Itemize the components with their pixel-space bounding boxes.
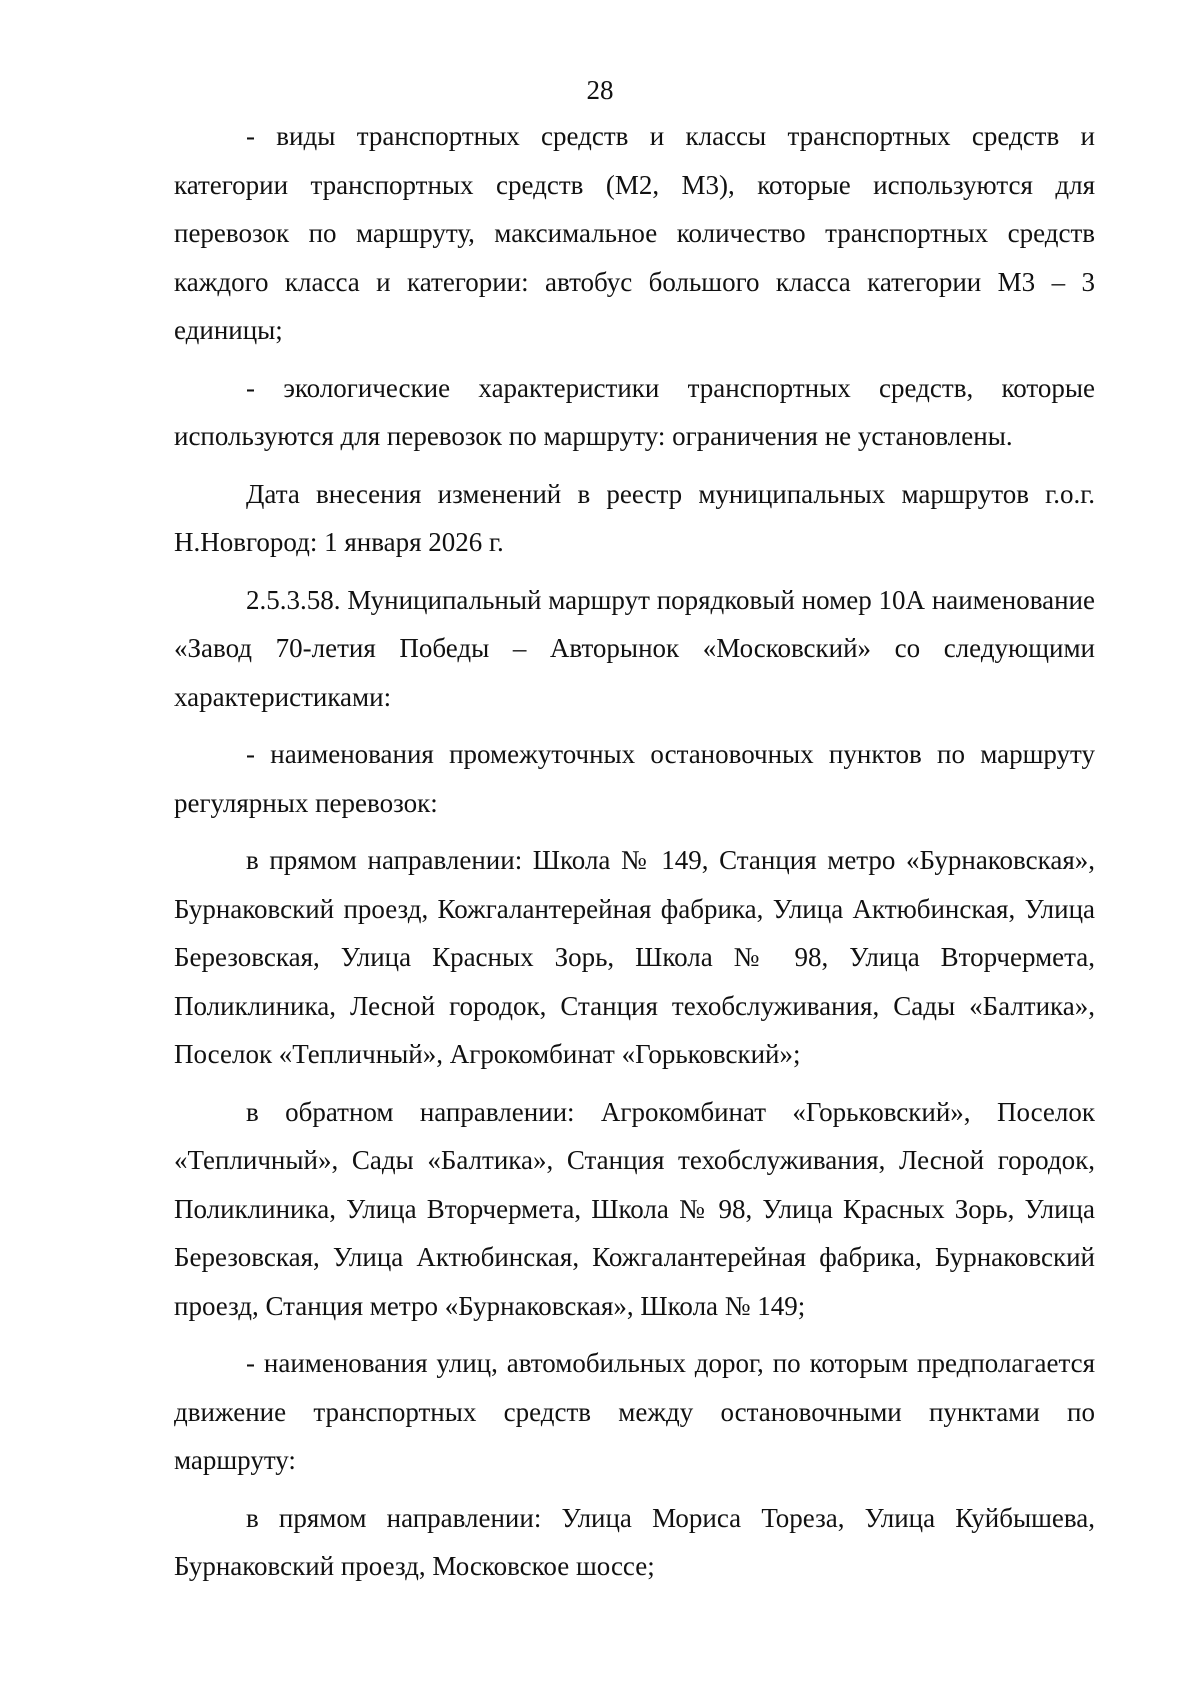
paragraph-route-heading: 2.5.3.58. Муниципальный маршрут порядковый номер 10А наименование «Завод 70-летия Победы – Авторынок «Московский» со следующими характеристиками: [174,584,1095,712]
paragraph-stops-forward: в прямом направлении: Школа № 149, Станция метро «Бурнаковская», Бурнаковский проезд, Кожгалантерейная фабрика, Улица Актюбинская, Улица Березовская, Улица Красных Зорь, Школа № 98, Улица Вторчермета, Поликлиника, Лесной городок, Станция техобслуживания, Сады «Балтика», Поселок «Тепличный», Агрокомбинат «Горьковский»; [174,845,1095,1069]
paragraph-streets-intro: - наименования улиц, автомобильных дорог, по которым предполагается движение транспортных средств между остановочными пунктами по маршруту: [174,1348,1095,1475]
paragraph-stops-reverse: в обратном направлении: Агрокомбинат «Горьковский», Поселок «Тепличный», Сады «Балтика», Станция техобслуживания, Лесной городок, Поликлиника, Улица Вторчермета, Школа № 98, Улица Красных Зорь, Улица Березовская, Улица Актюбинская, Кожгалантерейная фабрика, Бурнаковский проезд, Станция метро «Бурнаковская», Школа № 149; [174,1096,1095,1321]
paragraph-streets-forward: в прямом направлении: Улица Мориса Тореза, Улица Куйбышева, Бурнаковский проезд, Московское шоссе; [174,1502,1095,1581]
paragraph-vehicle-types: - виды транспортных средств и классы транспортных средств и категории транспортных средств (М2, М3), которые используются для перевозок по маршруту, максимальное количество транспортных средств каждого класса и категории: автобус большого класса категории М3 – 3 единицы; [174,121,1095,345]
paragraph-eco-characteristics: - экологические характеристики транспортных средств, которые используются для перевозок по маршруту: ограничения не установлены. [174,372,1095,451]
page-number: 28 [586,75,614,105]
paragraph-stops-intro: - наименования промежуточных остановочных пунктов по маршруту регулярных перевозок: [174,739,1095,818]
paragraph-change-date: Дата внесения изменений в реестр муниципальных маршрутов г.о.г. Н.Новгород: 1 января 2026 г. [174,478,1095,557]
document-body [174,112,1095,1600]
